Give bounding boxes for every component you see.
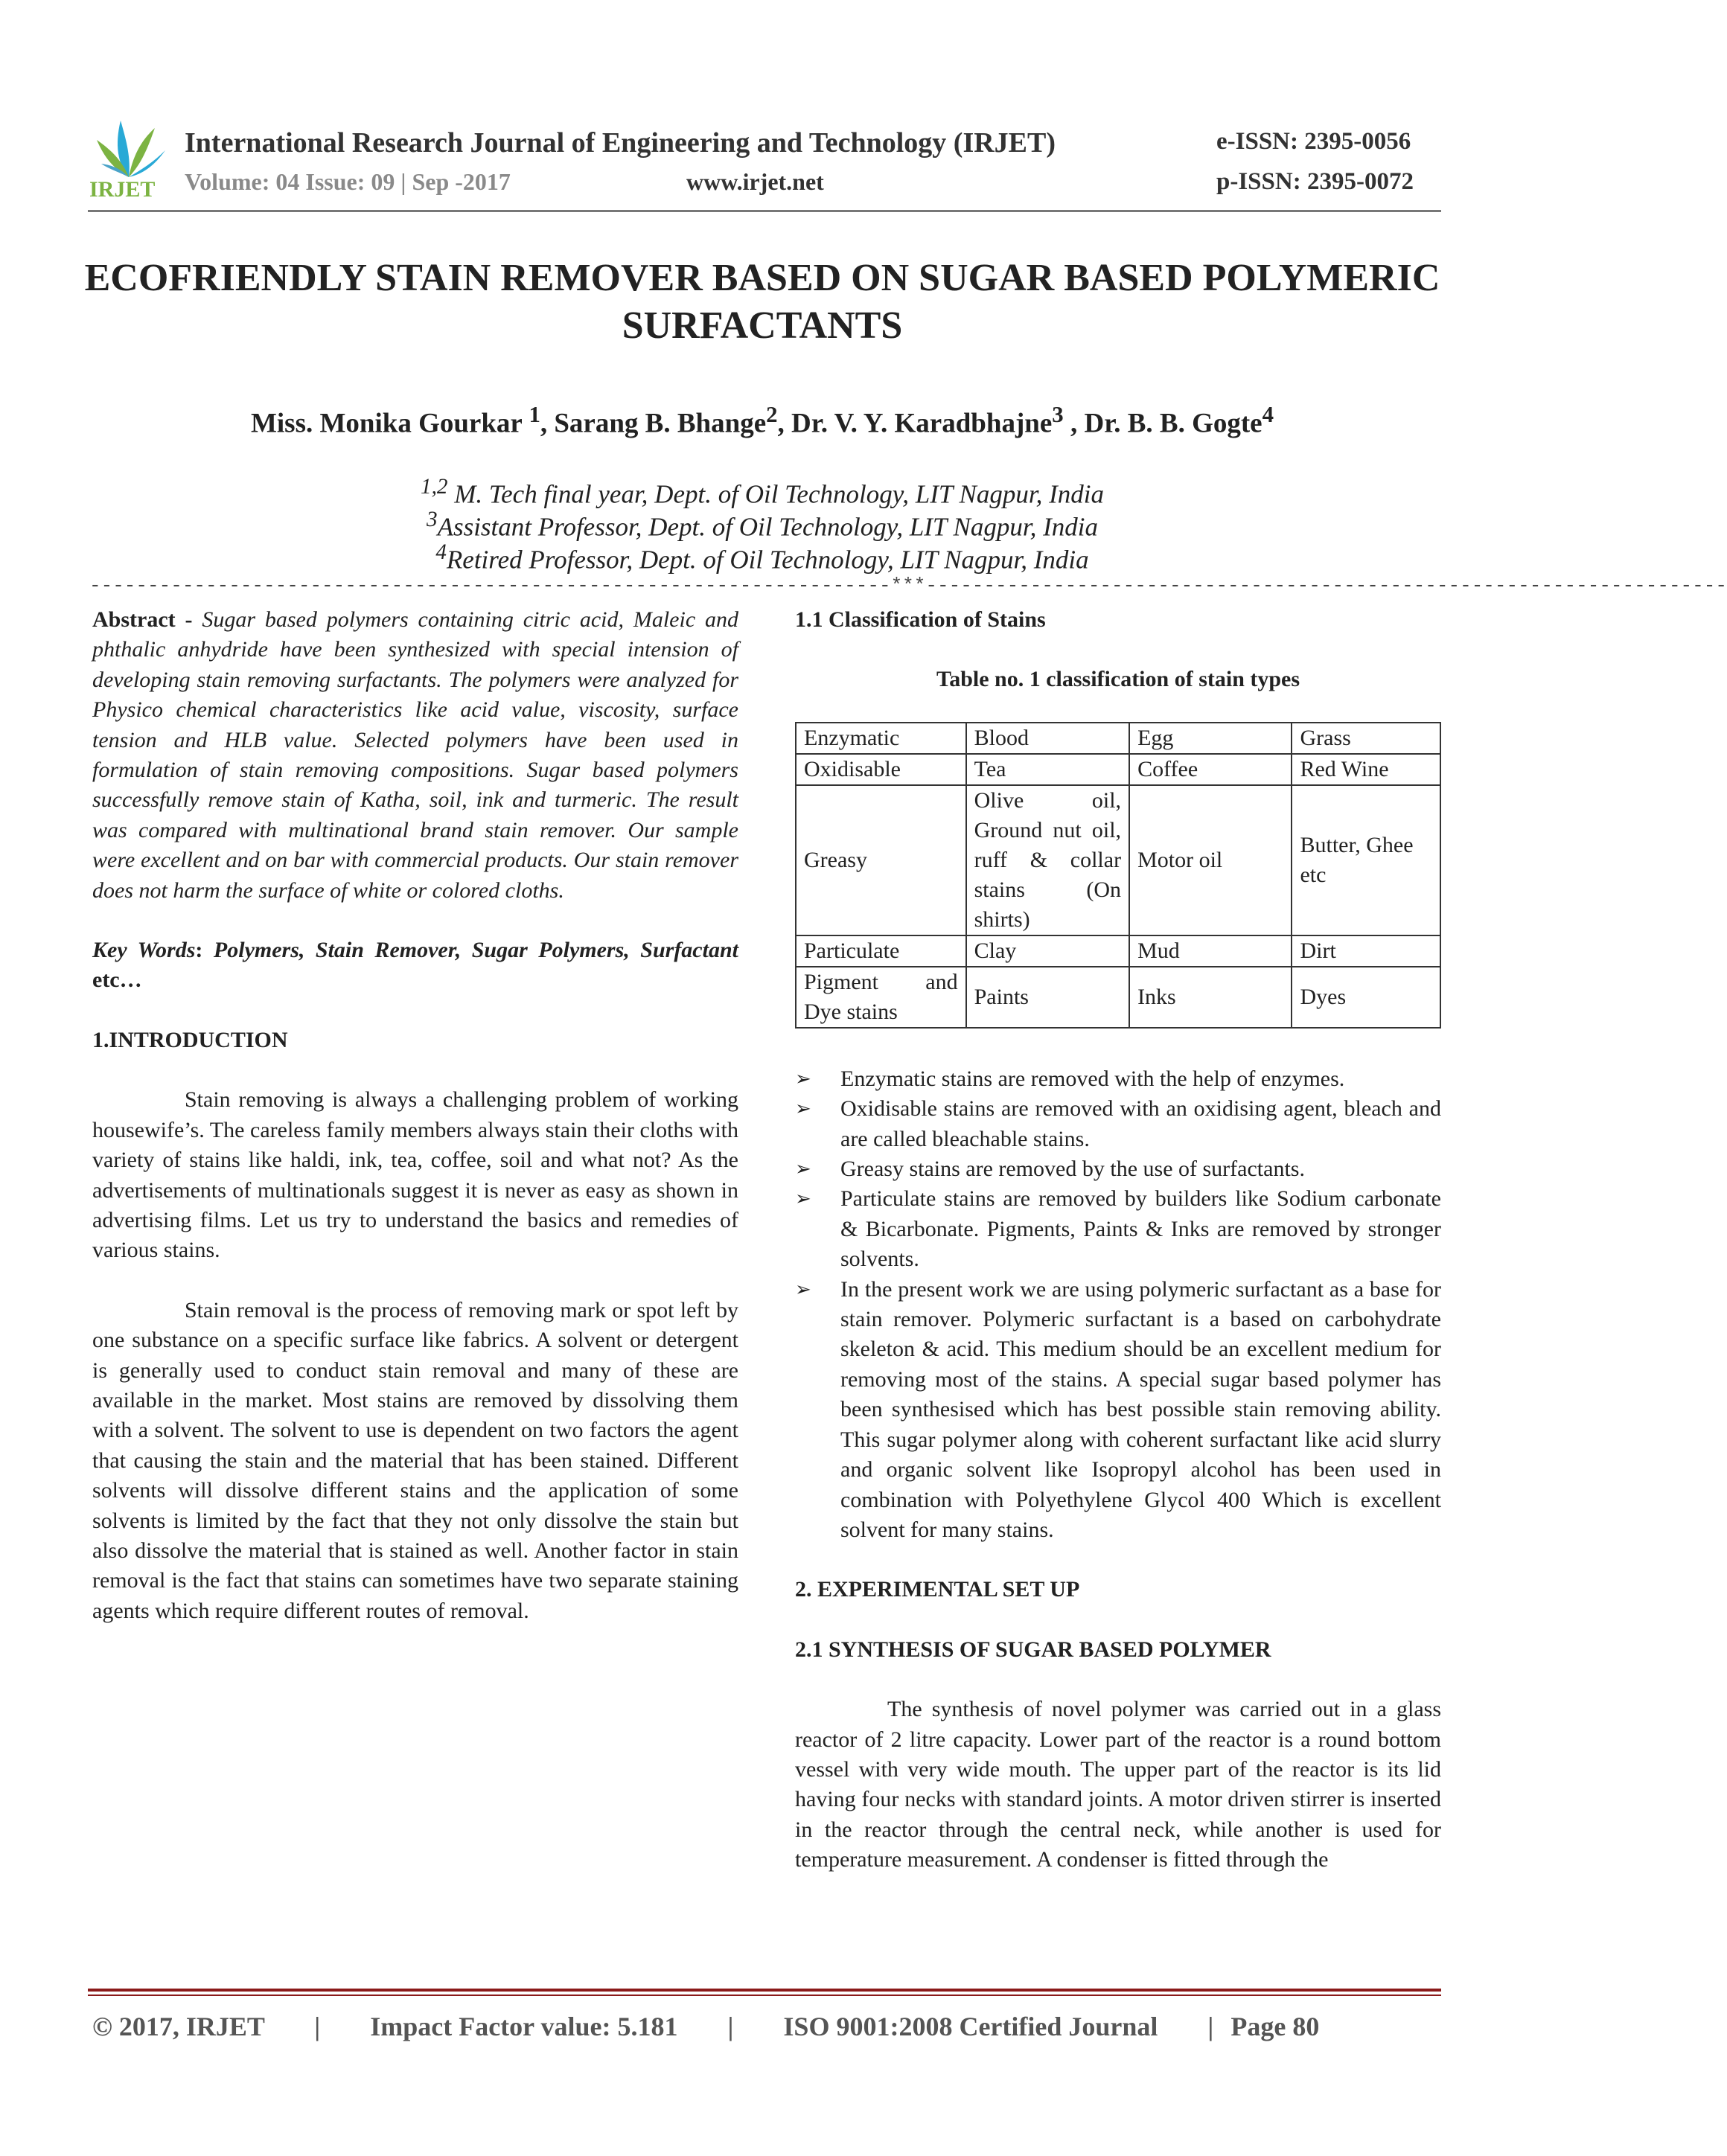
arrow-bullet-icon: ➢: [795, 1067, 811, 1090]
footer-page-number: Page 80: [1230, 2012, 1320, 2041]
footer-separator: |: [314, 2012, 321, 2041]
author-3: , Dr. V. Y. Karadbhajne: [777, 408, 1053, 439]
footer-impact-factor: Impact Factor value: 5.181: [370, 2012, 678, 2041]
stain-removal-list: [795, 1064, 1441, 1546]
table-cell: Motor oil: [1129, 785, 1292, 935]
table-cell: Mud: [1129, 935, 1292, 967]
stain-types-table: [795, 722, 1441, 1029]
left-column: [92, 605, 738, 1626]
author-3-affil: 3: [1052, 402, 1064, 427]
footer-separator: |: [1207, 2012, 1214, 2041]
p-issn: p-ISSN: 2395-0072: [1216, 168, 1414, 195]
paper-title-line-2: SURFACTANTS: [622, 304, 903, 347]
table-cell: Tea: [966, 754, 1129, 785]
author-2: , Sarang B. Bhange: [540, 408, 767, 439]
table-row: [796, 967, 1440, 1028]
table-cell: Greasy: [796, 785, 966, 935]
paper-title-line-1: ECOFRIENDLY STAIN REMOVER BASED ON SUGAR BASED POLYMERIC: [84, 257, 1440, 299]
author-4: , Dr. B. B. Gogte: [1063, 408, 1262, 439]
table-cell: Pigment and Dye stains: [796, 967, 966, 1028]
irjet-logo: [88, 112, 170, 201]
table-cell: Inks: [1129, 967, 1292, 1028]
footer-copyright: © 2017, IRJET: [92, 2012, 265, 2041]
e-issn: e-ISSN: 2395-0056: [1216, 128, 1411, 155]
table-cell: Butter, Ghee etc: [1292, 785, 1440, 935]
table-cell: Enzymatic: [796, 723, 966, 754]
table-cell: Oxidisable: [796, 754, 966, 785]
footer-divider-thick: [88, 1989, 1441, 1992]
abstract-text: Sugar based polymers containing citric acid, Maleic and phthalic anhydride have been synthesized with special intension of developing stain removing surfactants. The polymers were analyzed for Physico chemical characteristics like acid value, viscosity, surface tension and HLB value. Selected polymers have been used in formulation of stain removing compositions. Sugar based polymers successfully remove stain of Katha, soil, ink and turmeric. The result was compared with multinational brand stain remover. Our sample were excellent and on bar with commercial products. Our stain remover does not harm the surface of white or colored cloths.: [92, 607, 738, 903]
journal-title: International Research Journal of Engineering and Technology (IRJET): [185, 127, 1056, 159]
author-4-affil: 4: [1262, 402, 1274, 427]
table-row: [796, 754, 1440, 785]
list-item: ➢ Greasy stains are removed by the use of surfactants.: [795, 1154, 1441, 1184]
author-1-affil: 1: [529, 402, 540, 427]
footer-iso: ISO 9001:2008 Certified Journal: [783, 2012, 1158, 2041]
author-2-affil: 2: [766, 402, 778, 427]
footer-separator: |: [727, 2012, 734, 2041]
classification-heading: 1.1 Classification of Stains: [795, 607, 1046, 632]
keywords-text: Polymers, Stain Remover, Sugar Polymers, Surfactant: [213, 938, 738, 963]
list-item: ➢ In the present work we are using polymeric surfactant as a base for stain remover. Polymeric surfactant is a based on carbohydrate skeleton & acid. This medium should be an excellent medium for removing most of the stains. A special sugar based polymer has been synthesised which has best possible stain removing ability. This sugar polymer along with coherent surfactant like acid slurry and organic solvent like Isopropyl alcohol has been used in combination with Polyethylene Glycol 400 Which is excellent solvent for many stains.: [795, 1275, 1441, 1546]
table-cell: Dyes: [1292, 967, 1440, 1028]
table-row: [796, 723, 1440, 754]
logo-text: IRJET: [89, 177, 156, 202]
affiliation-3: $^4$Retired Professor, Dept. of Oil Technology, LIT Nagpur, India: [435, 540, 1089, 575]
arrow-bullet-icon: ➢: [795, 1278, 811, 1301]
table-cell: Dirt: [1292, 935, 1440, 967]
table-cell: Clay: [966, 935, 1129, 967]
author-list: [74, 402, 1450, 439]
arrow-bullet-icon: ➢: [795, 1098, 811, 1121]
author-1: Miss. Monika Gourkar: [250, 408, 529, 439]
table-cell: Olive oil, Ground nut oil, ruff & collar stains (On shirts): [966, 785, 1129, 935]
arrow-bullet-icon: ➢: [795, 1158, 811, 1181]
table-cell: Red Wine: [1292, 754, 1440, 785]
volume-issue: Volume: 04 Issue: 09 | Sep -2017: [185, 168, 511, 195]
journal-website-link[interactable]: www.irjet.net: [686, 168, 824, 195]
footer-divider-thin: [88, 1995, 1441, 1996]
synthesis-paragraph: The synthesis of novel polymer was carried out in a glass reactor of 2 litre capacity. Lower part of the reactor is a round bottom vessel with very wide mouth. The upper part of the reactor is its lid having four necks with standard joints. A motor driven stirrer is inserted in the reactor through the central neck, while another is used for temperature measurement. A condenser is fitted through the: [795, 1697, 1441, 1872]
experimental-heading: 2. EXPERIMENTAL SET UP: [795, 1577, 1080, 1602]
synthesis-heading: 2.1 SYNTHESIS OF SUGAR BASED POLYMER: [795, 1637, 1271, 1662]
table-cell: Egg: [1129, 723, 1292, 754]
list-item: ➢ Oxidisable stains are removed with an oxidising agent, bleach and are called bleachable stains.: [795, 1094, 1441, 1154]
table-cell: Grass: [1292, 723, 1440, 754]
abstract: [92, 605, 738, 906]
paper-title: [74, 255, 1450, 350]
table-row: [796, 935, 1440, 967]
table-cell: Coffee: [1129, 754, 1292, 785]
right-column: [795, 605, 1441, 1875]
arrow-bullet-icon: ➢: [795, 1188, 811, 1211]
intro-paragraph-2: Stain removal is the process of removing mark or spot left by one substance on a specific surface like fabrics. A solvent or detergent is generally used to conduct stain removal and many of these are available in the market. Most stains are removed by dissolving them with a solvent. The solvent to use is dependent on two factors the agent that causing the stain and the material that has been stained. Different solvents will dissolve different stains and the application of some solvents is limited by the fact that they not only dissolve the stain but also dissolve the material that is stained as well. Another factor in stain removal is the fact that stains can sometimes have two separate staining agents which require different routes of removal.: [92, 1297, 738, 1623]
table-caption: Table no. 1 classification of stain types: [936, 667, 1300, 692]
affiliation-1: $^{1,2}$ M. Tech final year, Dept. of Oil Technology, LIT Nagpur, India: [421, 475, 1104, 509]
section-separator: ---------------------------------------------------------------------***---------------------------------------------------------------------: [89, 575, 1727, 597]
keywords-label: Key Words: [92, 938, 196, 963]
affiliation-2: $^3$Assistant Professor, Dept. of Oil Technology, LIT Nagpur, India: [427, 508, 1098, 542]
abstract-label: Abstract -: [92, 607, 202, 632]
intro-paragraph-1: Stain removing is always a challenging problem of working housewife’s. The careless family members always stain their cloths with variety of stains like haldi, ink, tea, coffee, soil and what not? As the advertisements of multinationals suggest it is never as easy as shown in advertising films. Let us try to understand the basics and remedies of various stains.: [92, 1087, 738, 1263]
table-cell: Paints: [966, 967, 1129, 1028]
list-item: ➢ Enzymatic stains are removed with the help of enzymes.: [795, 1064, 1441, 1094]
keywords: Key Words: Polymers, Stain Remover, Sugar Polymers, Surfactant etc…: [92, 938, 738, 993]
table-cell: Particulate: [796, 935, 966, 967]
list-item: ➢ Particulate stains are removed by builders like Sodium carbonate & Bicarbonate. Pigments, Paints & Inks are removed by stronger solvents.: [795, 1184, 1441, 1274]
header-divider: [88, 210, 1441, 212]
table-row: [796, 785, 1440, 935]
page-footer: [92, 2011, 1319, 2042]
intro-heading: 1.INTRODUCTION: [92, 1027, 288, 1052]
table-cell: Blood: [966, 723, 1129, 754]
